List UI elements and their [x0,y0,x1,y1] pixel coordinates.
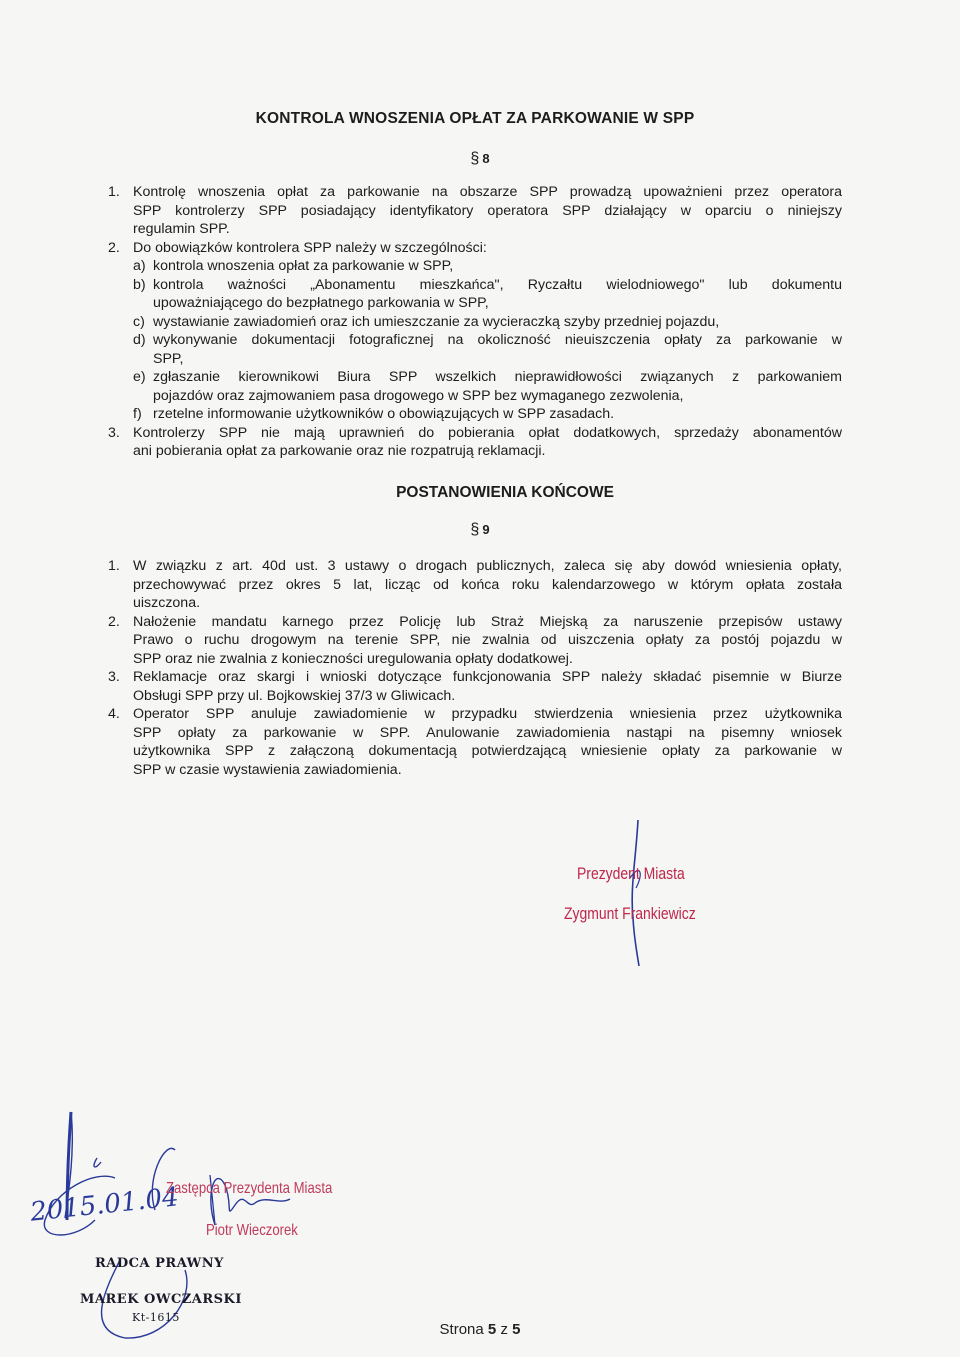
section-9-body [108,557,842,779]
section9-item [108,705,842,779]
sub-item-line: rzetelne informowanie użytkowników o obowiązujących w SPP zasadach. [153,406,615,422]
item-line: Do obowiązków kontrolera SPP należy w szczególności: [133,239,487,256]
section9-item [108,557,842,613]
item-line: SPP kontrolerzy SPP posiadający identyfikatory operatora SPP działający w oparciu o niniejszy [133,202,842,219]
sub-item [133,368,842,405]
item-line: ani pobierania opłat za parkowanie oraz nie rozpatrują reklamacji. [133,443,546,459]
section-9-heading: § 9 [470,521,490,538]
item-line: uiszczona. [133,595,201,611]
item-line: SPP oraz nie zwalnia z konieczności uregulowania opłaty dodatkowej. [133,650,573,667]
counsel-name-stamp: MAREK OWCZARSKI [80,1292,242,1307]
final-provisions-heading: POSTANOWIENIA KOŃCOWE [396,484,614,501]
item-line: regulamin SPP. [133,221,230,237]
mayor-signature [600,818,660,968]
item-line: Kontrolę wnoszenia opłat za parkowanie na obszarze SPP prowadzą upoważnieni przez operatora [133,184,842,200]
sub-item-letter: e) [133,369,146,385]
counsel-title-stamp: RADCA PRAWNY [95,1256,224,1271]
sub-item-letter: f) [133,406,142,422]
handwritten-date: 2015.01.04 [28,1182,181,1228]
item-line: Kontrolerzy SPP nie mają uprawnień do pobierania opłat dodatkowych, sprzedaży abonamentów [133,424,842,441]
sub-item-letter: d) [133,332,146,348]
sub-item-line: kontrola wnoszenia opłat za parkowanie w SPP, [153,258,454,274]
item-number: 3. [108,669,120,685]
item-number: 1. [108,184,120,200]
item-line: SPP opłaty za parkowanie w SPP. Anulowanie zawiadomienia nastąpi na pisemny wniosek [133,724,842,741]
section8-item [108,239,842,424]
page-footer: Strona 5 z 5 [439,1321,521,1338]
sub-item-line: zgłaszanie kierownikowi Biura SPP wszelkich nieprawidłowości związanych z parkowaniem [153,369,842,385]
item-number: 2. [108,613,120,630]
counsel-number-stamp: Kt-1615 [132,1311,180,1324]
sub-item-line: pojazdów oraz zajmowaniem pasa drogowego w SPP bez wymaganego zezwolenia, [153,387,684,404]
sub-item-letter: a) [133,258,146,274]
sub-item-letter: b) [133,276,146,293]
section8-item [108,424,842,461]
sub-item [133,331,842,368]
section8-item [108,183,842,239]
mayor-title-stamp: Prezydent Miasta [577,864,685,883]
sub-item [133,313,842,332]
section-8-body [108,183,842,461]
item-number: 1. [108,558,120,574]
item-line: Nałożenie mandatu karnego przez Policję lub Straż Miejską za naruszenie przepisów ustawy [133,613,842,630]
section9-item [108,613,842,669]
mayor-name-stamp: Zygmunt Frankiewicz [564,904,696,923]
item-line: W związku z art. 40d ust. 3 ustawy o drogach publicznych, zaleca się aby dowód wniesienia opłaty, [133,558,842,574]
item-line: Reklamacje oraz skargi i wnioski dotyczące funkcjonowania SPP należy składać pisemnie w Biurze [133,669,842,685]
deputy-title-stamp: Zastępca Prezydenta Miasta [166,1180,333,1197]
sub-item [133,405,842,424]
item-number: 2. [108,239,120,256]
deputy-name-stamp: Piotr Wieczorek [206,1222,298,1239]
sub-item-line: kontrola ważności „Abonamentu mieszkańca", Ryczałtu wielodniowego" lub dokumentu [153,276,842,293]
item-line: Prawo o ruchu drogowym na terenie SPP, nie zwalnia od uiszczenia opłaty za postój pojazdu w [133,632,842,648]
sub-item-line: wystawianie zawiadomień oraz ich umieszczanie za wycieraczką szyby przedniej pojazdu, [153,313,720,330]
sub-item-line: wykonywanie dokumentacji fotograficznej na okoliczność nieuiszczenia opłaty za parkowanie w [153,332,842,348]
section-8-heading: § 8 [470,150,490,167]
sub-item [133,257,842,276]
item-number: 4. [108,706,120,722]
section9-item [108,668,842,705]
sub-item-line: upoważniającego do bezpłatnego parkowania w SPP, [153,295,489,311]
sub-item-line: SPP, [153,350,184,367]
sub-item [133,276,842,313]
item-line: przechowywać przez okres 5 lat, licząc od końca roku kalendarzowego w którym opłata została [133,576,842,593]
item-number: 3. [108,424,120,441]
item-line: SPP w czasie wystawienia zawiadomienia. [133,761,402,778]
item-line: Operator SPP anuluje zawiadomienie w przypadku stwierdzenia wniesienia przez użytkownika [133,706,842,722]
document-title: KONTROLA WNOSZENIA OPŁAT ZA PARKOWANIE W SPP [255,110,695,127]
sub-item-letter: c) [133,313,145,330]
item-line: użytkownika SPP z załączoną dokumentacją potwierdzającą wniesienie opłaty za parkowanie w [133,743,842,759]
item-line: Obsługi SPP przy ul. Bojkowskiej 37/3 w Gliwicach. [133,687,456,704]
